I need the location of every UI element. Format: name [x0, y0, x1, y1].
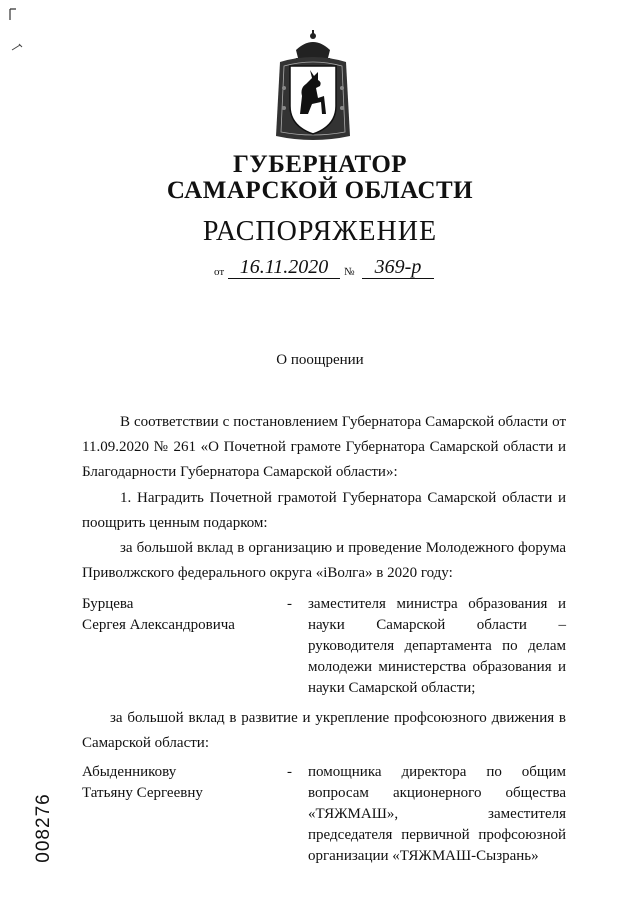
coat-of-arms-emblem — [272, 28, 354, 146]
awardee-given-names: Татьяну Сергеевну — [82, 785, 203, 801]
scan-mark — [8, 8, 18, 22]
handwritten-number: 369-р — [362, 256, 434, 279]
body-paragraph: В соответствии с постановлением Губернатора Самарской области от 11.09.2020 № 261 «О Почетной грамоте Губернатора Самарской области и Благодарности Губернатора Самарской области»: — [82, 414, 566, 480]
document-type: РАСПОРЯЖЕНИЕ — [202, 216, 438, 247]
awardee-name — [82, 762, 282, 804]
document-subject: О поощрении — [276, 352, 364, 368]
body-paragraph: за большой вклад в организацию и проведение Молодежного форума Приволжского федерального округа «iВолга» в 2020 году: — [82, 540, 566, 581]
awardee-position: заместителя министра образования и науки Самарской области – руководителя департамента по делам молодежи министерства образования и науки Самарской области; — [308, 596, 566, 696]
issuer-title: ГУБЕРНАТОР — [232, 151, 408, 178]
handwritten-date: 16.11.2020 — [228, 256, 340, 279]
serial-number: 008276 — [33, 793, 54, 863]
entry-dash: - — [287, 596, 292, 612]
body-paragraph: за большой вклад в развитие и укрепление профсоюзного движения в Самарской области: — [82, 710, 566, 751]
date-label: от — [214, 266, 225, 278]
body-paragraph: 1. Наградить Почетной грамотой Губернатора Самарской области и поощрить ценным подарком: — [82, 490, 566, 531]
date-number-row — [214, 256, 434, 282]
awardee-surname: Бурцева — [82, 596, 134, 612]
issuer-region: САМАРСКОЙ ОБЛАСТИ — [166, 177, 474, 204]
scan-mark — [10, 42, 26, 52]
awardee-name — [82, 594, 282, 636]
awardee-position: помощника директора по общим вопросам акционерного общества «ТЯЖМАШ», заместителя председателя первичной профсоюзной организации «ТЯЖМАШ-Сызрань» — [308, 764, 566, 864]
entry-dash: - — [287, 764, 292, 780]
awardee-given-names: Сергея Александровича — [82, 617, 235, 633]
number-label: № — [344, 266, 355, 278]
awardee-surname: Абыденникову — [82, 764, 177, 780]
